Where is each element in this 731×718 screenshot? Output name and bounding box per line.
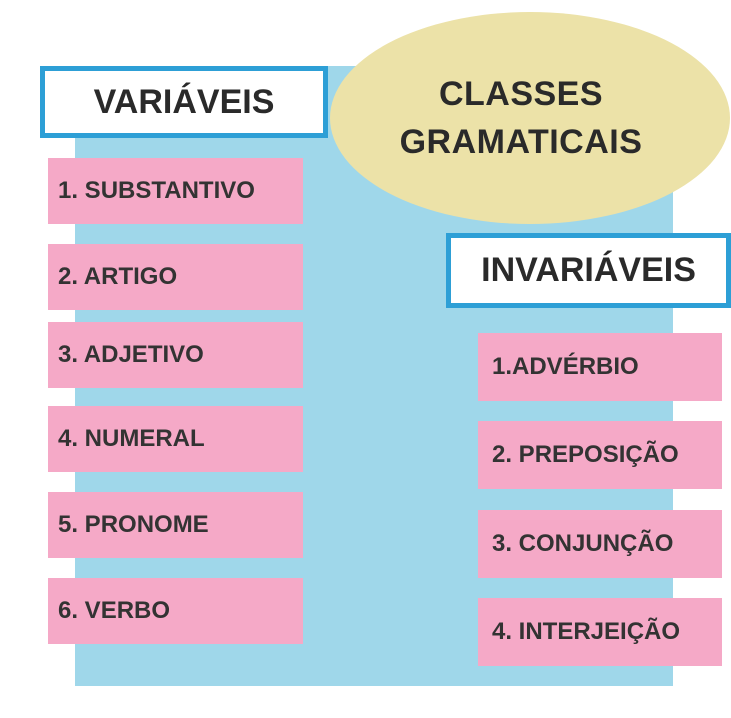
variaveis-item-4: 4. NUMERAL (48, 406, 303, 472)
variaveis-item-6: 6. VERBO (48, 578, 303, 644)
title-ellipse (330, 12, 730, 224)
invariaveis-heading: INVARIÁVEIS (446, 233, 731, 308)
variaveis-item-3: 3. ADJETIVO (48, 322, 303, 388)
title-line-1: CLASSES (438, 75, 604, 113)
variaveis-heading: VARIÁVEIS (40, 66, 328, 138)
invariaveis-item-2: 2. PREPOSIÇÃO (478, 421, 722, 489)
invariaveis-item-4: 4. INTERJEIÇÃO (478, 598, 722, 666)
variaveis-item-5: 5. PRONOME (48, 492, 303, 558)
title-text (400, 70, 643, 166)
variaveis-item-1: 1. SUBSTANTIVO (48, 158, 303, 224)
invariaveis-item-3: 3. CONJUNÇÃO (478, 510, 722, 578)
title-line-2: GRAMATICAIS (399, 123, 643, 161)
variaveis-item-2: 2. ARTIGO (48, 244, 303, 310)
invariaveis-item-1: 1.ADVÉRBIO (478, 333, 722, 401)
